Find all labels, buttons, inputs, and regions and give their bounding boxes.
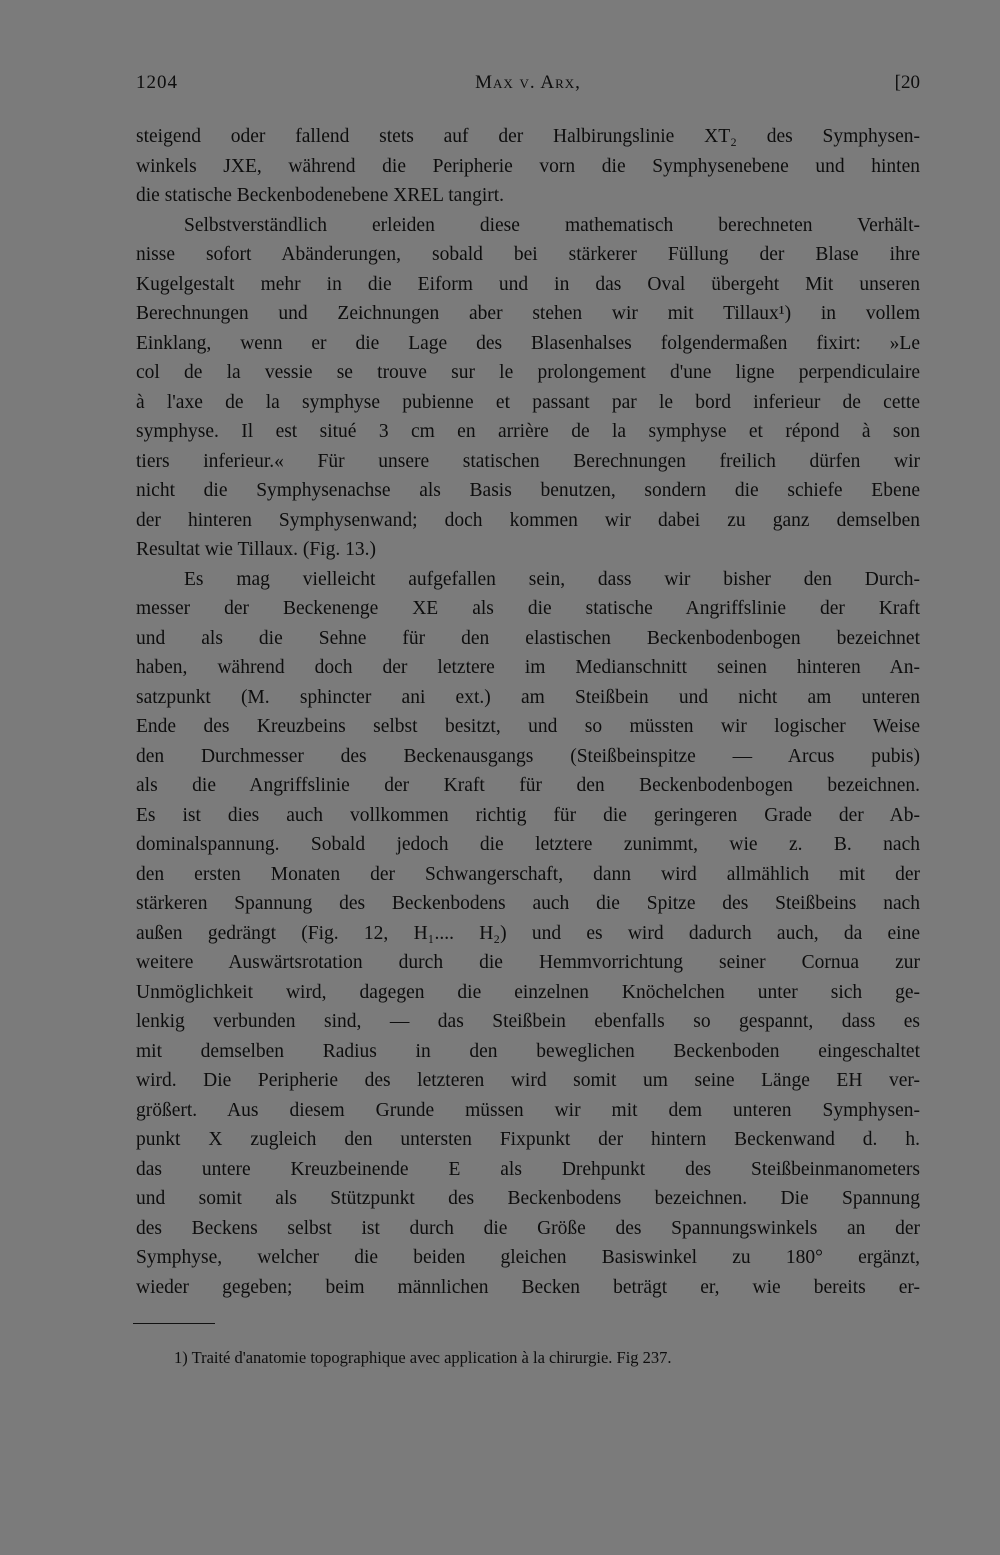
text-line: haben, während doch der letztere im Medianschnitt seinen hinteren An- — [136, 657, 920, 678]
text-line: symphyse. Il est situé 3 cm en arrière de la symphyse et répond à son — [136, 421, 920, 442]
text-line: Berechnungen und Zeichnungen aber stehen wir mit Tillaux¹) in vollem — [136, 303, 920, 324]
text-line: stärkeren Spannung des Beckenbodens auch die Spitze des Steißbeins nach — [136, 893, 920, 914]
text-line: Einklang, wenn er die Lage des Blasenhalses folgendermaßen fixirt: »Le — [136, 332, 920, 354]
text-line: col de la vessie se trouve sur le prolongement d'une ligne perpendiculaire — [136, 362, 920, 383]
text-line: tiers inferieur.« Für unsere statischen Berechnungen freilich dürfen wir — [136, 450, 920, 472]
text-line: den Durchmesser des Beckenausgangs (Steißbeinspitze — Arcus pubis) — [136, 745, 920, 767]
text-line: punkt X zugleich den untersten Fixpunkt der hintern Beckenwand d. h. — [136, 1129, 920, 1150]
text-line: wird. Die Peripherie des letzteren wird somit um seine Länge EH ver- — [136, 1070, 920, 1091]
text-line: messer der Beckenenge XE als die statische Angriffslinie der Kraft — [136, 598, 920, 619]
text-line: Selbstverständlich erleiden diese mathematisch berechneten Verhält- — [184, 214, 920, 236]
text-line: Kugelgestalt mehr in die Eiform und in das Oval übergeht Mit unseren — [136, 273, 920, 295]
text-line: der hinteren Symphysenwand; doch kommen wir dabei zu ganz demselben — [136, 509, 920, 531]
text-line: dominalspannung. Sobald jedoch die letztere zunimmt, wie z. B. nach — [136, 834, 920, 855]
text-line: wieder gegeben; beim männlichen Becken beträgt er, wie bereits er- — [136, 1276, 920, 1298]
text-line: satzpunkt (M. sphincter ani ext.) am Steißbein und nicht am unteren — [136, 686, 920, 708]
text-line: und somit als Stützpunkt des Beckenbodens bezeichnen. Die Spannung — [136, 1188, 920, 1209]
text-line: Ende des Kreuzbeins selbst besitzt, und so müssten wir logischer Weise — [136, 716, 920, 737]
page-number: 1204 — [136, 72, 178, 93]
running-header — [136, 72, 920, 102]
text-line: Es ist dies auch vollkommen richtig für die geringeren Grade der Ab- — [136, 804, 920, 826]
text-line: nicht die Symphysenachse als Basis benutzen, sondern die schiefe Ebene — [136, 480, 920, 501]
text-line: mit demselben Radius in den beweglichen Beckenboden eingeschaltet — [136, 1040, 920, 1062]
text-line: Symphyse, welcher die beiden gleichen Basiswinkel zu 180° ergänzt, — [136, 1247, 920, 1268]
text-line: größert. Aus diesem Grunde müssen wir mit dem unteren Symphysen- — [136, 1099, 920, 1121]
text-line: à l'axe de la symphyse pubienne et passant par le bord inferieur de cette — [136, 391, 920, 413]
body-text — [136, 122, 920, 1302]
text-line: als die Angriffslinie der Kraft für den Beckenbodenbogen bezeichnen. — [136, 775, 920, 796]
text-line: steigend oder fallend stets auf der Halbirungslinie XT₂ des Symphysen- — [136, 126, 920, 147]
footnote: 1) Traité d'anatomie topographique avec application à la chirurgie. Fig 237. — [174, 1348, 672, 1367]
text-line: weitere Auswärtsrotation durch die Hemmvorrichtung seiner Cornua zur — [136, 952, 920, 973]
text-line: und als die Sehne für den elastischen Beckenbodenbogen bezeichnet — [136, 627, 920, 649]
text-line: Unmöglichkeit wird, dagegen die einzelnen Knöchelchen unter sich ge- — [136, 981, 920, 1003]
running-head-author: Max v. Arx, — [475, 72, 581, 93]
text-line: des Beckens selbst ist durch die Größe des Spannungswinkels an der — [136, 1217, 920, 1239]
text-line: nisse sofort Abänderungen, sobald bei stärkerer Füllung der Blase ihre — [136, 244, 920, 265]
text-line: den ersten Monaten der Schwangerschaft, dann wird allmählich mit der — [136, 863, 920, 885]
footnote-rule — [133, 1323, 215, 1324]
text-line: Es mag vielleicht aufgefallen sein, dass wir bisher den Durch- — [184, 568, 920, 590]
text-line: außen gedrängt (Fig. 12, H₁.... H₂) und es wird dadurch auch, da eine — [136, 922, 920, 944]
text-line: die statische Beckenbodenebene XREL tangirt. — [136, 185, 505, 206]
text-line: winkels JXE, während die Peripherie vorn die Symphysenebene und hinten — [136, 155, 920, 177]
page-reference: [20 — [894, 72, 920, 93]
text-line: lenkig verbunden sind, — das Steißbein ebenfalls so gespannt, dass es — [136, 1011, 920, 1032]
text-line: das untere Kreuzbeinende E als Drehpunkt des Steißbeinmanometers — [136, 1158, 920, 1180]
text-line: Resultat wie Tillaux. (Fig. 13.) — [136, 539, 376, 560]
